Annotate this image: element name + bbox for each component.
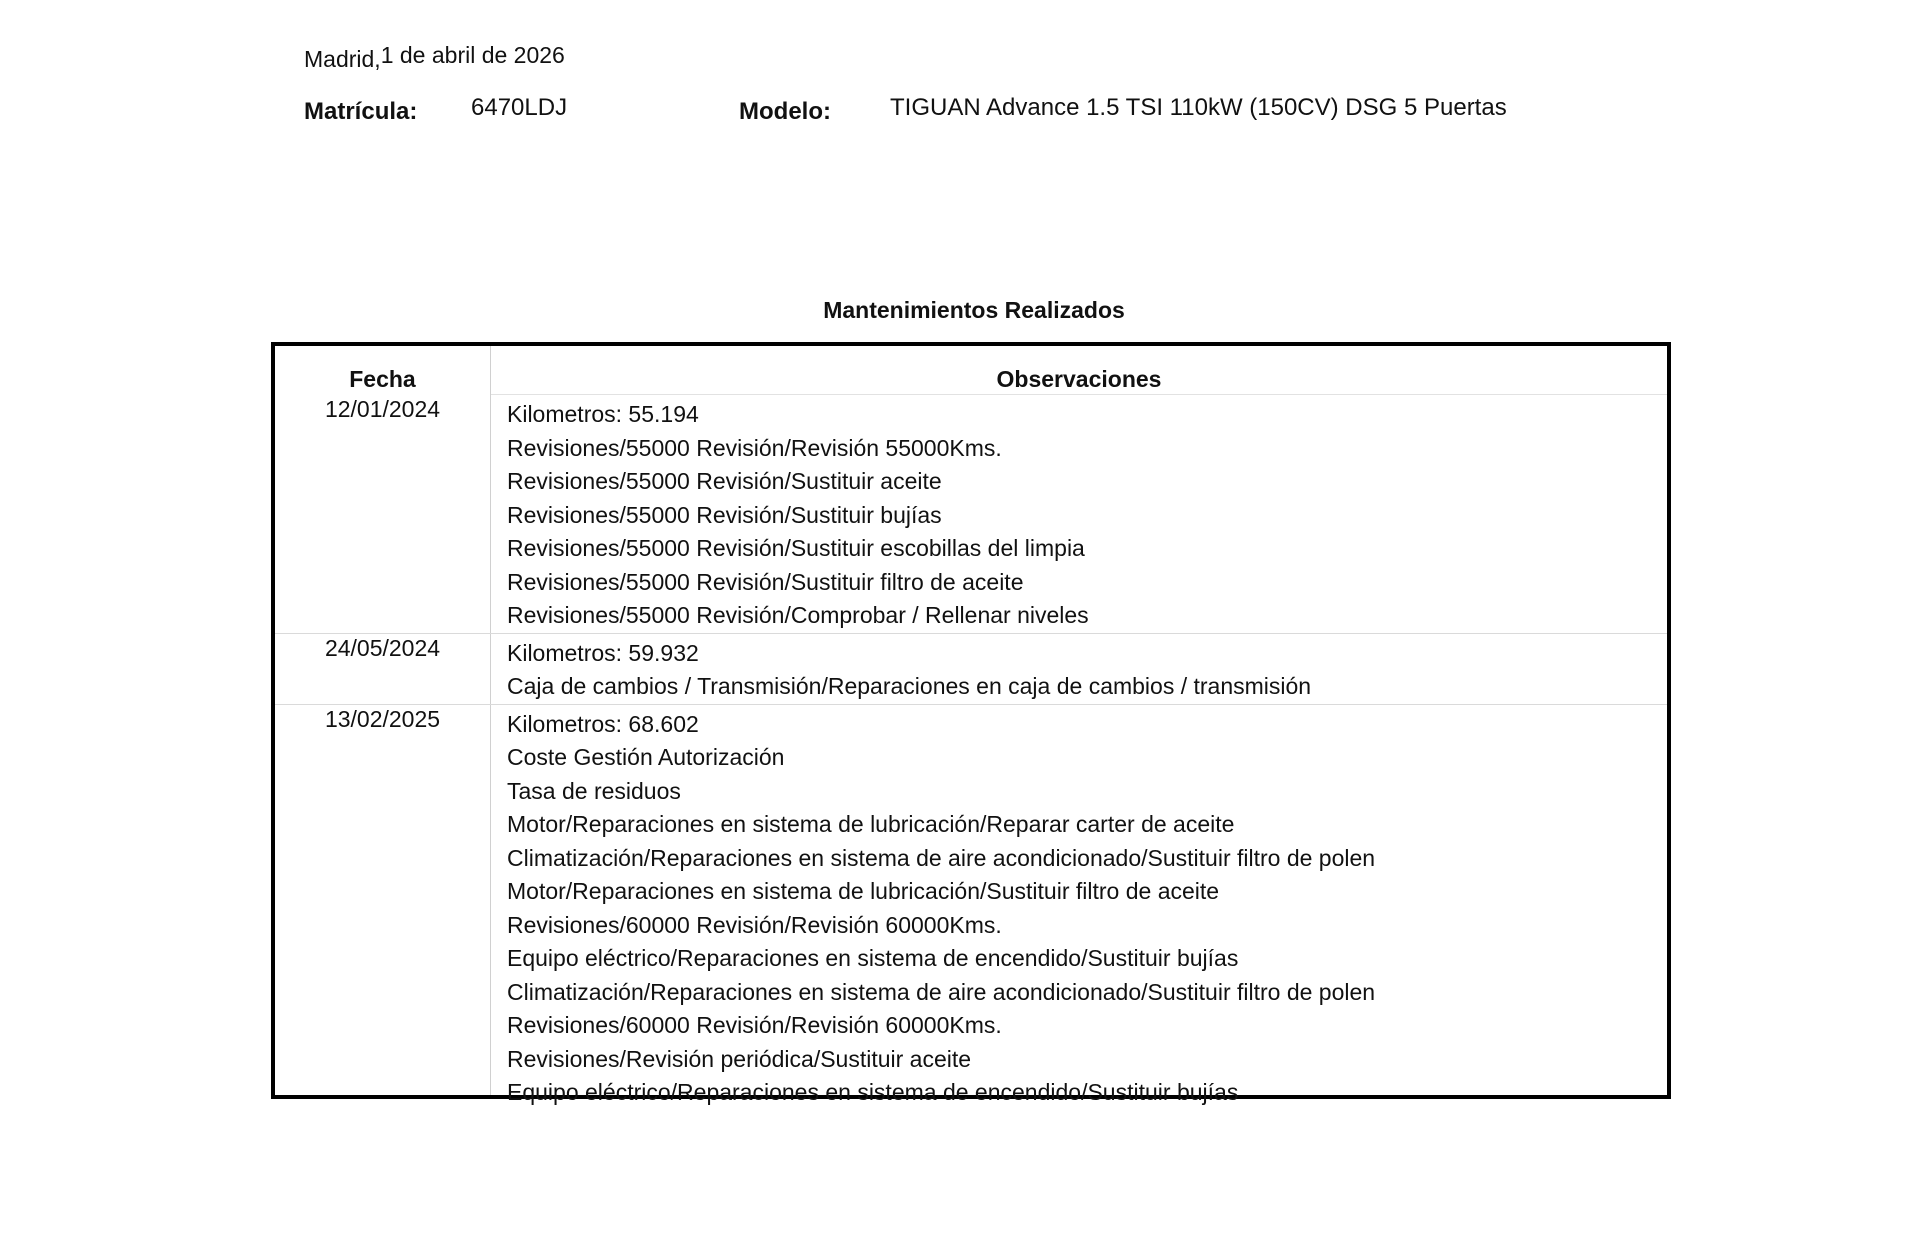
column-header-date: Fecha [349,366,416,392]
vehicle-info-row [0,94,1920,134]
observation-line: Caja de cambios / Transmisión/Reparaciones en caja de cambios / transmisión [507,673,1312,699]
observation-line: Motor/Reparaciones en sistema de lubricación/Reparar carter de aceite [507,811,1235,837]
row-date: 24/05/2024 [324,634,441,661]
observation-line: Revisiones/Revisión periódica/Sustituir aceite [507,1045,972,1072]
row-date: 12/01/2024 [324,396,441,422]
observation-line: Tasa de residuos [507,777,681,804]
column-header-observations: Observaciones [996,366,1162,392]
observation-line: Kilometros: 55.194 [507,401,699,427]
observation-line: Revisiones/55000 Revisión/Sustituir filtro de aceite [507,568,1024,595]
observation-line: Climatización/Reparaciones en sistema de aire acondicionado/Sustituir filtro de polen [507,844,1376,871]
observation-line: Revisiones/55000 Revisión/Sustituir bujías [507,501,942,528]
observation-line: Coste Gestión Autorización [507,744,785,770]
observation-line: Motor/Reparaciones en sistema de lubricación/Sustituir filtro de aceite [507,878,1220,904]
table-row [275,633,1667,704]
row-observations [507,637,1311,704]
row-divider [275,633,1667,634]
observation-line: Revisiones/55000 Revisión/Comprobar / Rellenar niveles [507,602,1089,628]
model-value: TIGUAN Advance 1.5 TSI 110kW (150CV) DSG 5 Puertas [890,94,1507,121]
row-observations [507,708,1375,1110]
observation-line: Kilometros: 59.932 [507,639,699,666]
table-row [275,704,1667,1110]
model-label: Modelo: [739,98,831,125]
document-date [304,42,565,72]
observation-line: Revisiones/55000 Revisión/Sustituir aceite [507,468,942,494]
observation-line: Revisiones/55000 Revisión/Revisión 55000Kms. [507,434,1002,461]
observation-line: Climatización/Reparaciones en sistema de aire acondicionado/Sustituir filtro de polen [507,978,1376,1005]
row-observations [507,398,1089,633]
maintenance-table [271,342,1671,1105]
row-date: 13/02/2025 [324,705,441,732]
observation-line: Revisiones/60000 Revisión/Revisión 60000Kms. [507,911,1002,938]
date-place: Madrid, [304,46,381,72]
table-row [275,394,1667,633]
observation-line: Revisiones/55000 Revisión/Sustituir escobillas del limpia [507,535,1085,561]
plate-label: Matrícula: [304,98,418,125]
row-divider [275,704,1667,705]
observation-line: Equipo eléctrico/Reparaciones en sistema de encendido/Sustituir bujías [507,945,1239,971]
section-title: Mantenimientos Realizados [823,297,1125,323]
observation-line: Revisiones/60000 Revisión/Revisión 60000Kms. [507,1012,1002,1038]
plate-value: 6470LDJ [471,94,568,121]
date-text: 1 de abril de 2026 [380,42,565,68]
observation-line: Kilometros: 68.602 [507,710,699,737]
observation-line: Equipo eléctrico/Reparaciones en sistema de encendido/Sustituir bujías [507,1079,1239,1105]
